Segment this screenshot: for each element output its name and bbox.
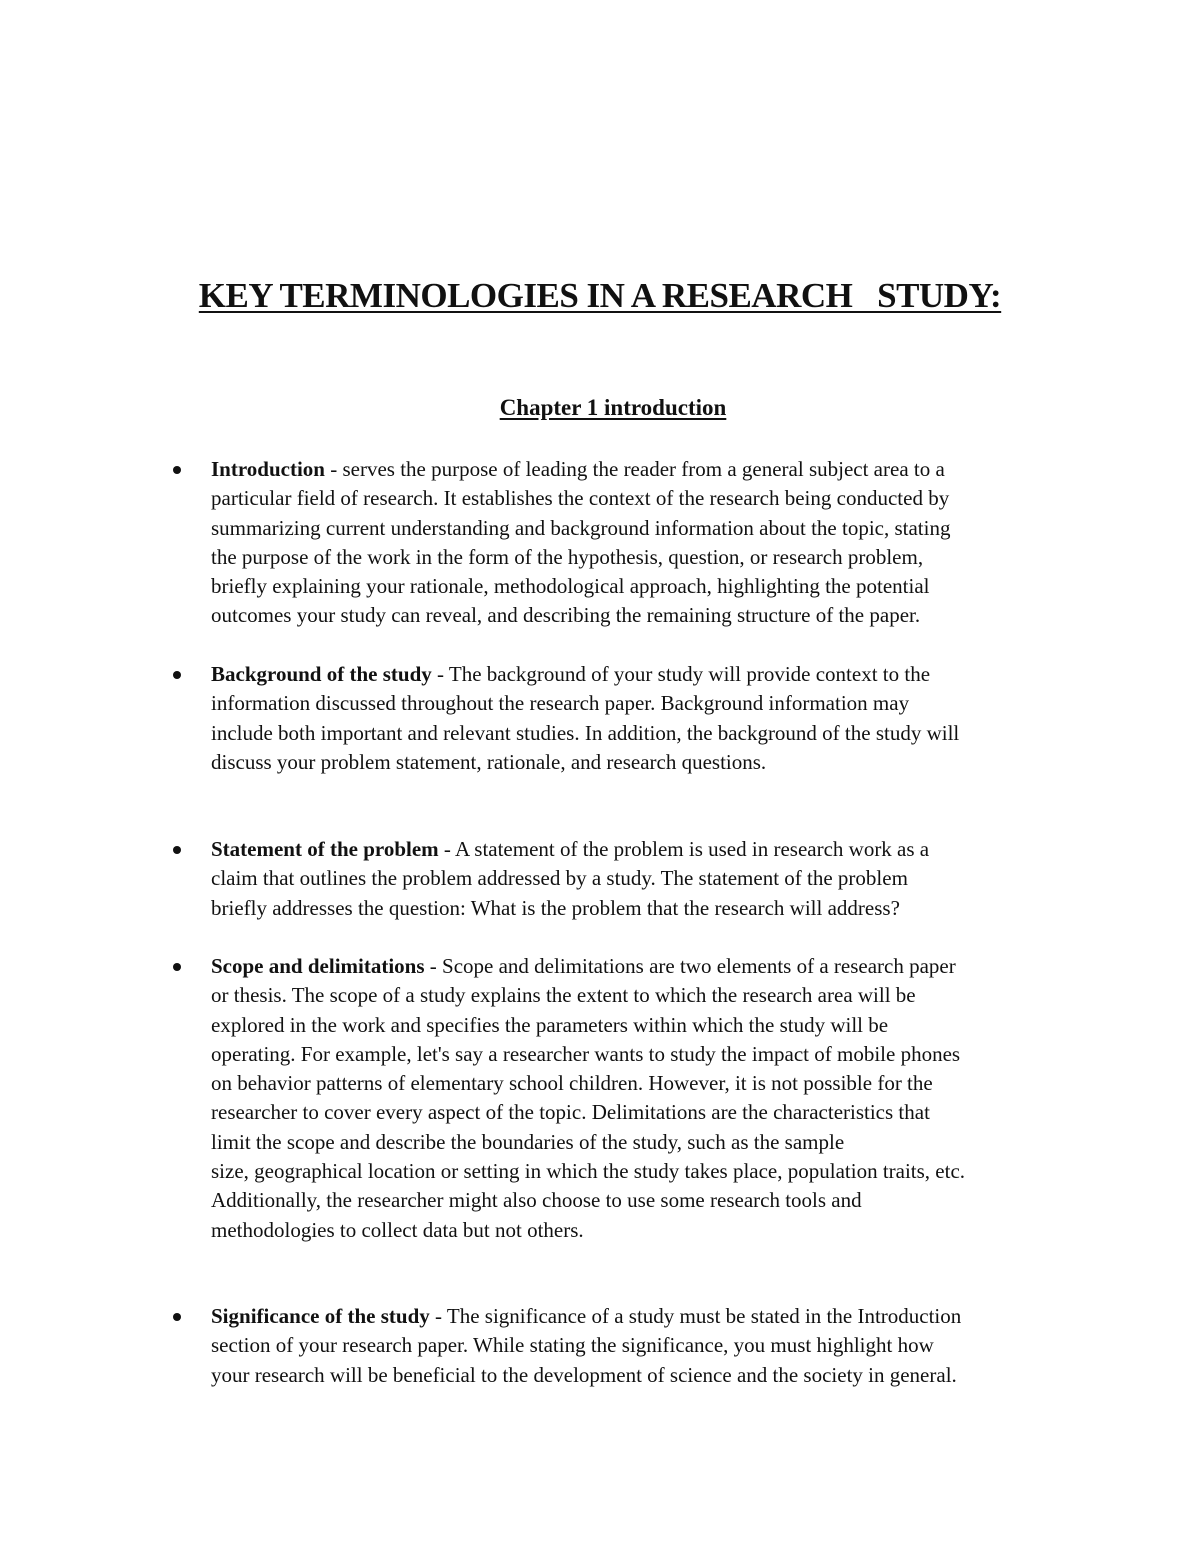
term-text-line: claim that outlines the problem addressed by a study. The statement of the problem [211,866,908,891]
term-background-of-the-study [211,660,1071,777]
term-text-line: limit the scope and describe the boundaries of the study, such as the sample [211,1129,845,1154]
term-text-line: briefly explaining your rationale, methodological approach, highlighting the potential [211,574,930,599]
term-text-line: the purpose of the work in the form of the hypothesis, question, or research problem, [211,544,924,569]
term-text-line: A statement of the problem is used in research work as a [455,837,930,861]
term-text-line: outcomes your study can reveal, and describing the remaining structure of the paper. [211,603,921,628]
term-text-line: on behavior patterns of elementary school children. However, it is not possible for the [211,1071,933,1096]
term-text-line: serves the purpose of leading the reader from a general subject area to a [342,457,945,481]
term-statement-of-the-problem [211,835,1071,923]
term-name: Significance of the study [211,1304,430,1328]
term-text-line: discuss your problem statement, rationale, and research questions. [211,749,767,774]
bullet-icon [173,963,181,971]
term-text-line: or thesis. The scope of a study explains the extent to which the research area will be [211,983,916,1008]
term-text-line: section of your research paper. While stating the significance, you must highlight how [211,1333,934,1358]
chapter-heading: Chapter 1 introduction [499,395,727,420]
term-text-line: include both important and relevant studies. In addition, the background of the study will [211,720,960,745]
term-name: Scope and delimitations [211,954,425,978]
term-text-line: summarizing current understanding and background information about the topic, stating [211,515,951,540]
term-text-line: Scope and delimitations are two elements of a research paper [442,954,956,978]
term-separator: - [324,457,343,481]
term-name: Statement of the problem [211,837,439,861]
term-text-line: your research will be beneficial to the development of science and the society in general. [211,1362,957,1387]
term-text-line: particular field of research. It establishes the context of the research being conducted by [211,486,950,511]
term-text-line: information discussed throughout the research paper. Background information may [211,691,910,716]
term-significance-of-the-study [211,1302,1071,1390]
term-separator: - [438,837,456,861]
term-name: Introduction [211,457,325,481]
term-text-line: The background of your study will provide context to the [448,662,931,686]
term-separator: - [424,954,443,978]
term-text-line: researcher to cover every aspect of the topic. Delimitations are the characteristics that [211,1100,930,1125]
term-separator: - [431,662,449,686]
term-separator: - [429,1304,447,1328]
term-text-line: briefly addresses the question: What is the problem that the research will address? [211,895,900,920]
term-name: Background of the study [211,662,432,686]
term-text-line: size, geographical location or setting in which the study takes place, population traits, etc. [211,1159,966,1184]
term-text-line: Additionally, the researcher might also choose to use some research tools and [211,1188,862,1213]
bullet-icon [173,466,181,474]
document-title: KEY TERMINOLOGIES IN A RESEARCH STUDY: [198,276,1002,315]
bullet-icon [173,1313,181,1321]
term-text-line: The significance of a study must be stated in the Introduction [446,1304,962,1328]
term-text-line: methodologies to collect data but not others. [211,1217,584,1242]
bullet-icon [173,671,181,679]
term-text-line: operating. For example, let's say a researcher wants to study the impact of mobile phones [211,1041,961,1066]
bullet-icon [173,846,181,854]
term-text-line: explored in the work and specifies the parameters within which the study will be [211,1012,889,1037]
term-introduction [211,455,1071,631]
term-scope-and-delimitations [211,952,1071,1245]
